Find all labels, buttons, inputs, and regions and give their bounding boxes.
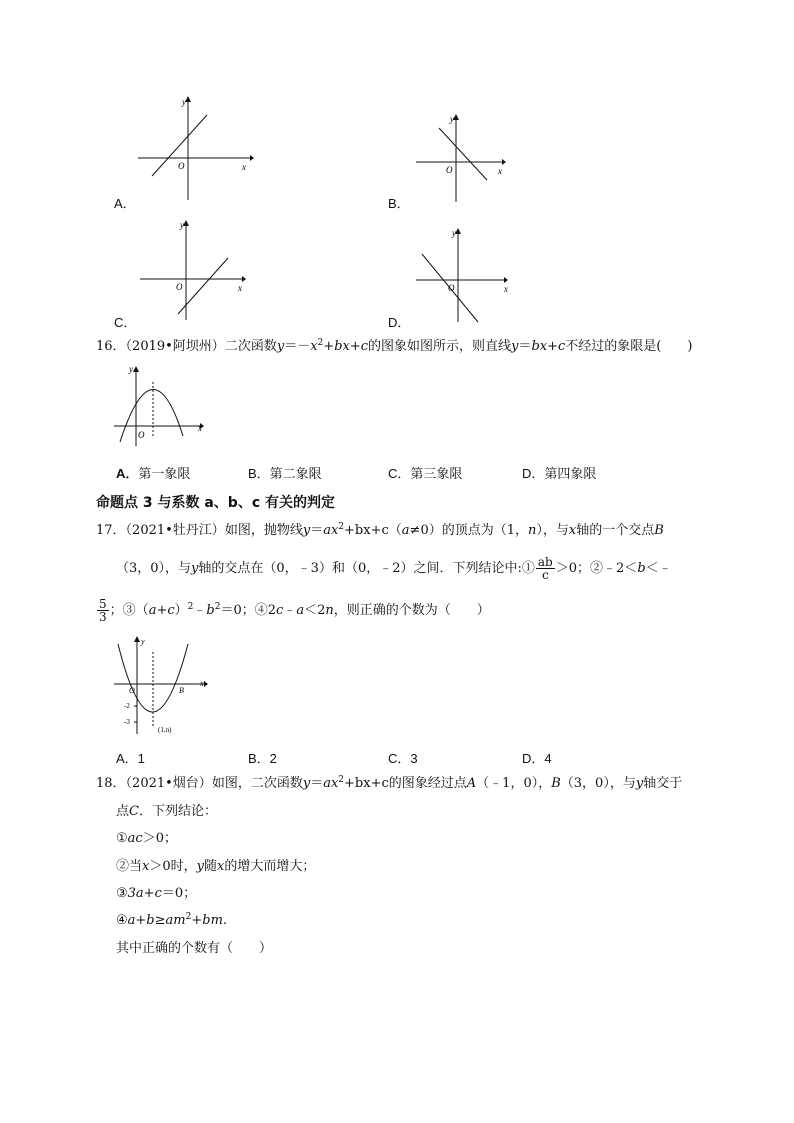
q18-statement-3: ③3a+c＝0； xyxy=(116,886,197,901)
graph-option-b xyxy=(412,110,508,206)
graph-option-c xyxy=(138,214,250,324)
q18-question: 其中正确的个数有（ ） xyxy=(116,941,273,956)
svg-text:O: O xyxy=(138,430,145,440)
q17-option-d: D．4 xyxy=(522,751,552,766)
svg-text:y: y xyxy=(182,97,186,107)
option-c-label: C． xyxy=(114,315,137,330)
q18-statement-4: $④a+b\ge am^2+bm$. xyxy=(116,912,228,928)
q18-statement-1: ①ac＞0； xyxy=(116,831,177,846)
q17-option-a: A．1 xyxy=(116,751,145,766)
svg-text:x: x xyxy=(504,284,508,294)
q16-stem: 16．（2019•阿坝州）二次函数$y=-x^2+bx+c$的图象如图所示，则直线y＝bx+c不经过的象限是( ) xyxy=(96,338,693,354)
svg-text:(1,n): (1,n) xyxy=(158,726,172,734)
svg-text:x: x xyxy=(498,166,502,176)
svg-text:y: y xyxy=(141,637,145,646)
svg-text:x: x xyxy=(200,679,204,688)
q16-option-c: C．第三象限 xyxy=(388,466,463,481)
q17-parabola-graph xyxy=(112,634,212,740)
section-heading: 命题点 3 与系数 a、b、c 有关的判定 xyxy=(96,495,336,511)
q17-option-b: B．2 xyxy=(248,751,277,766)
graph-option-d xyxy=(412,224,512,324)
x-axis-arrow xyxy=(250,155,254,161)
q17-stem-line3: $\frac{5}{3}$ ；$③(a+c)^2﹣b^2=0$；④2c﹣a＜2n，则正确的个数为（ ） xyxy=(99,597,490,624)
q16-option-a: A．第一象限 xyxy=(116,466,191,481)
option-b-label: B． xyxy=(388,196,410,211)
svg-text:O: O xyxy=(446,165,453,175)
svg-text:-3: -3 xyxy=(124,718,130,726)
q18-statement-2: ②当x＞0时，y随x的增大而增大； xyxy=(116,859,316,874)
svg-text:O: O xyxy=(176,282,183,292)
q17-option-c: C．3 xyxy=(388,751,418,766)
q17-stem-line2: （3，0），与y轴的交点在（0，﹣3）和（0，﹣2）之间．下列结论中:① $\frac{ab}{c}$ ＞0；②﹣2＜b＜﹣ xyxy=(116,555,672,582)
svg-text:B: B xyxy=(179,686,184,695)
svg-text:x: x xyxy=(238,283,242,293)
svg-text:y: y xyxy=(129,364,133,374)
svg-text:y: y xyxy=(180,220,184,230)
q16-option-d: D．第四象限 xyxy=(522,466,597,481)
svg-text:O: O xyxy=(129,686,135,695)
svg-text:x: x xyxy=(242,162,246,172)
option-d-label: D． xyxy=(388,315,411,330)
fraction-ab-over-c: $\frac{ab}{c}$ xyxy=(537,555,553,582)
svg-text:y: y xyxy=(452,228,456,238)
fraction-5-over-3: $\frac{5}{3}$ xyxy=(99,597,107,624)
svg-text:-2: -2 xyxy=(124,702,130,710)
q16-option-b: B．第二象限 xyxy=(248,466,322,481)
svg-text:O: O xyxy=(178,161,185,171)
option-a-label: A． xyxy=(114,196,136,211)
q18-stem-line2: 点C．下列结论： xyxy=(116,804,217,819)
q18-stem-line1: 18．（2021•烟台）如图，二次函数$y=ax^2+bx+c$的图象经过点A（﹣1，0），B（3，0），与y轴交于 xyxy=(96,775,683,791)
q16-parabola-graph xyxy=(112,360,208,450)
q17-stem-line1: 17．（2021•牡丹江）如图，抛物线$y=ax^2+bx+c(a\ne 0)$的顶点为（1，n），与x轴的一个交点B xyxy=(96,522,664,538)
svg-text:y: y xyxy=(450,114,454,124)
svg-text:x: x xyxy=(198,423,202,433)
svg-text:O: O xyxy=(448,283,455,293)
graph-option-a xyxy=(138,92,254,208)
